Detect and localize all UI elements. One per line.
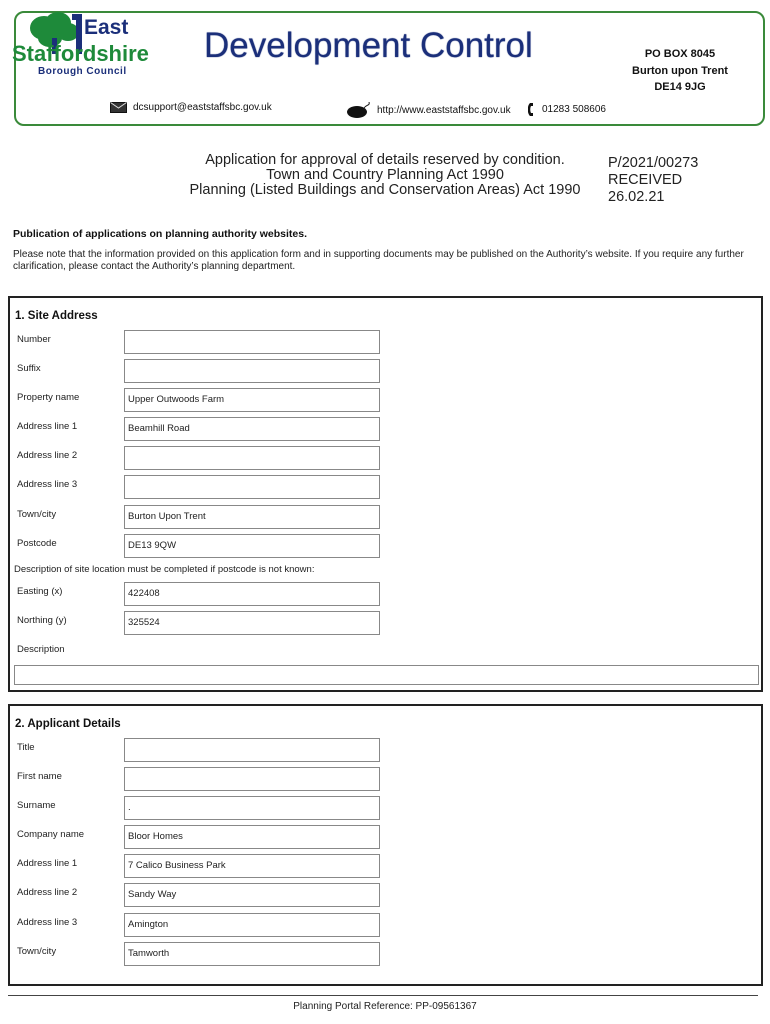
address-line-3-field[interactable] xyxy=(124,475,380,499)
field-label: Suffix xyxy=(17,363,41,374)
field-label: Northing (y) xyxy=(17,615,67,626)
town-city-field[interactable]: Burton Upon Trent xyxy=(124,505,380,529)
applicant-address-line-1-field[interactable]: 7 Calico Business Park xyxy=(124,854,380,878)
address-line: PO BOX 8045 xyxy=(644,48,716,60)
company-name-field[interactable]: Bloor Homes xyxy=(124,825,380,849)
logo-east-text: East xyxy=(84,16,129,39)
address-line-1-field[interactable]: Beamhill Road xyxy=(124,417,380,441)
field-label: Address line 3 xyxy=(17,479,78,490)
website-contact[interactable] xyxy=(347,102,511,118)
field-label: Address line 1 xyxy=(17,858,78,869)
location-note: Description of site location must be completed if postcode is not known: xyxy=(14,564,315,575)
page-title: Development Control xyxy=(204,26,533,65)
field-label: Town/city xyxy=(17,509,57,520)
field-label: Town/city xyxy=(17,946,57,957)
applicant-address-line-3-field[interactable]: Amington xyxy=(124,913,380,937)
application-act-2: Planning (Listed Buildings and Conservation Areas) Act 1990 xyxy=(189,182,581,198)
received-stamp: RECEIVED xyxy=(608,172,683,188)
application-type: Application for approval of details reserved by condition. xyxy=(205,152,565,168)
envelope-icon xyxy=(110,102,127,113)
address-line: DE14 9JG xyxy=(654,81,706,93)
postcode-field[interactable]: DE13 9QW xyxy=(124,534,380,558)
applicant-address-line-2-field[interactable]: Sandy Way xyxy=(124,883,380,907)
field-label: Address line 2 xyxy=(17,887,78,898)
publication-notice: Please note that the information provided on this application form and in supporting documents may be published on the Authority’s website. If you require any further clarification, please contact the Authority’s planning department. xyxy=(13,249,744,272)
postal-address xyxy=(610,46,750,96)
application-description xyxy=(160,153,610,198)
field-label: First name xyxy=(17,771,62,782)
website-link[interactable]: http://www.eaststaffsbc.gov.uk xyxy=(377,104,511,116)
logo-staffordshire-text: Staffordshire xyxy=(12,41,149,66)
field-label: Title xyxy=(17,742,35,753)
section-title: 2. Applicant Details xyxy=(15,718,121,730)
application-reference: P/2021/00273 xyxy=(608,155,699,171)
property-name-field[interactable]: Upper Outwoods Farm xyxy=(124,388,380,412)
suffix-field[interactable] xyxy=(124,359,380,383)
field-label: Postcode xyxy=(17,538,57,549)
surname-field[interactable]: . xyxy=(124,796,380,820)
address-line: Burton upon Trent xyxy=(632,64,728,77)
first-name-field[interactable] xyxy=(124,767,380,791)
field-label: Address line 1 xyxy=(17,421,78,432)
received-date: 26.02.21 xyxy=(608,189,665,205)
portal-reference: Planning Portal Reference: PP-09561367 xyxy=(293,1001,477,1012)
section-title: 1. Site Address xyxy=(15,310,98,322)
reference-block xyxy=(608,155,698,206)
phone-icon xyxy=(528,102,536,117)
mouse-icon xyxy=(347,102,371,118)
email-contact[interactable] xyxy=(110,102,272,113)
easting-field[interactable]: 422408 xyxy=(124,582,380,606)
email-link[interactable]: dcsupport@eaststaffsbc.gov.uk xyxy=(133,102,272,113)
applicant-details-section xyxy=(8,704,763,986)
publication-heading: Publication of applications on planning authority websites. xyxy=(13,228,308,240)
field-label: Number xyxy=(17,334,51,345)
applicant-town-city-field[interactable]: Tamworth xyxy=(124,942,380,966)
northing-field[interactable]: 325524 xyxy=(124,611,380,635)
site-address-section xyxy=(8,296,763,692)
logo-borough-text: Borough Council xyxy=(38,66,127,77)
field-label: Surname xyxy=(17,800,56,811)
field-label: Address line 2 xyxy=(17,450,78,461)
number-field[interactable] xyxy=(124,330,380,354)
field-label: Address line 3 xyxy=(17,917,78,928)
field-label: Company name xyxy=(17,829,85,840)
title-field[interactable] xyxy=(124,738,380,762)
description-field[interactable] xyxy=(14,665,759,685)
field-label: Easting (x) xyxy=(17,586,63,597)
field-label: Description xyxy=(17,644,65,655)
application-act-1: Town and Country Planning Act 1990 xyxy=(266,167,504,183)
footer-divider xyxy=(8,995,758,996)
address-line-2-field[interactable] xyxy=(124,446,380,470)
phone-number: 01283 508606 xyxy=(542,104,606,115)
field-label: Property name xyxy=(17,392,80,403)
phone-contact xyxy=(528,102,606,117)
